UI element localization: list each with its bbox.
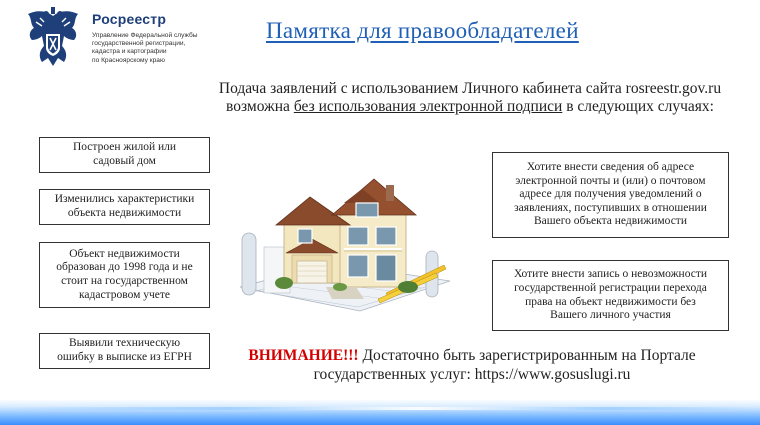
notice-line-2: государственных услуг: https://www.gosuslugi.ru: [313, 366, 631, 383]
intro-line-2: [150, 98, 760, 116]
case-text: Выявили техническую: [68, 337, 181, 350]
case-box-characteristics-changed: [39, 189, 210, 225]
logo-subtitle-line: государственной регистрации,: [92, 40, 186, 48]
logo-subtitle-line: Управление Федеральной службы: [92, 32, 198, 39]
case-box-technical-error: [39, 333, 210, 369]
case-text: объекта недвижимости: [67, 207, 182, 219]
house-illustration: [236, 169, 456, 321]
footer-decoration: [0, 399, 760, 425]
case-text: Изменились характеристики: [54, 193, 195, 206]
eagle-emblem-icon: [22, 6, 84, 72]
intro-underlined-phrase: без использования электронной подписи: [293, 98, 563, 115]
case-text: Хотите внести запись о невозможности: [513, 268, 708, 281]
case-text: Объект недвижимости: [69, 247, 180, 260]
intro-text: [150, 80, 760, 116]
case-box-contact-address: [492, 152, 729, 238]
intro-line-1: Подача заявлений с использованием Личного кабинета сайта rosreestr.gov.ru: [218, 80, 722, 97]
logo-subtitle-line: кадастра и картографии: [92, 48, 167, 56]
case-text: садовый дом: [93, 155, 156, 167]
case-text: государственной регистрации перехода: [514, 281, 707, 294]
case-text: адресе для получения уведомлений о: [519, 188, 702, 201]
notice-line-1-rest: Достаточно быть зарегистрированным на Портале: [358, 347, 696, 364]
intro-line-2-before: возможна: [226, 98, 294, 115]
case-text: Вашего личного участия: [550, 309, 671, 322]
case-text: Вашего объекта недвижимости: [534, 215, 687, 228]
logo-subtitle-line: по Красноярскому краю: [92, 56, 165, 64]
case-text: ошибку в выписке из ЕГРН: [57, 351, 192, 363]
case-text: Построен жилой или: [72, 141, 177, 154]
rosreestr-logo: [22, 6, 232, 78]
warning-label: ВНИМАНИЕ!!!: [248, 347, 359, 364]
page-title: Памятка для правообладателей: [266, 18, 579, 43]
logo-brand-name: Росреестр: [92, 11, 167, 27]
case-text: права на объект недвижимости без: [525, 295, 696, 308]
case-text: заявлениях, поступивших в отношении: [514, 201, 707, 214]
house-blueprint-icon: [236, 169, 456, 321]
case-box-pre-1998-object: [39, 242, 210, 308]
case-box-no-registration-without-owner: [492, 260, 729, 331]
case-text: Хотите внести сведения об адресе: [526, 161, 695, 174]
case-text: электронной почты и (или) о почтовом: [515, 174, 706, 187]
notice-line-1: [222, 346, 722, 365]
case-text: образован до 1998 года и не: [56, 261, 193, 274]
notice-text: [222, 346, 722, 384]
intro-line-2-after: в следующих случаях:: [562, 98, 714, 115]
logo-subtitle: [92, 32, 242, 65]
case-text: кадастровом учете: [78, 288, 171, 301]
case-box-new-house: [39, 137, 210, 173]
case-text: стоит на государственном: [61, 275, 188, 287]
